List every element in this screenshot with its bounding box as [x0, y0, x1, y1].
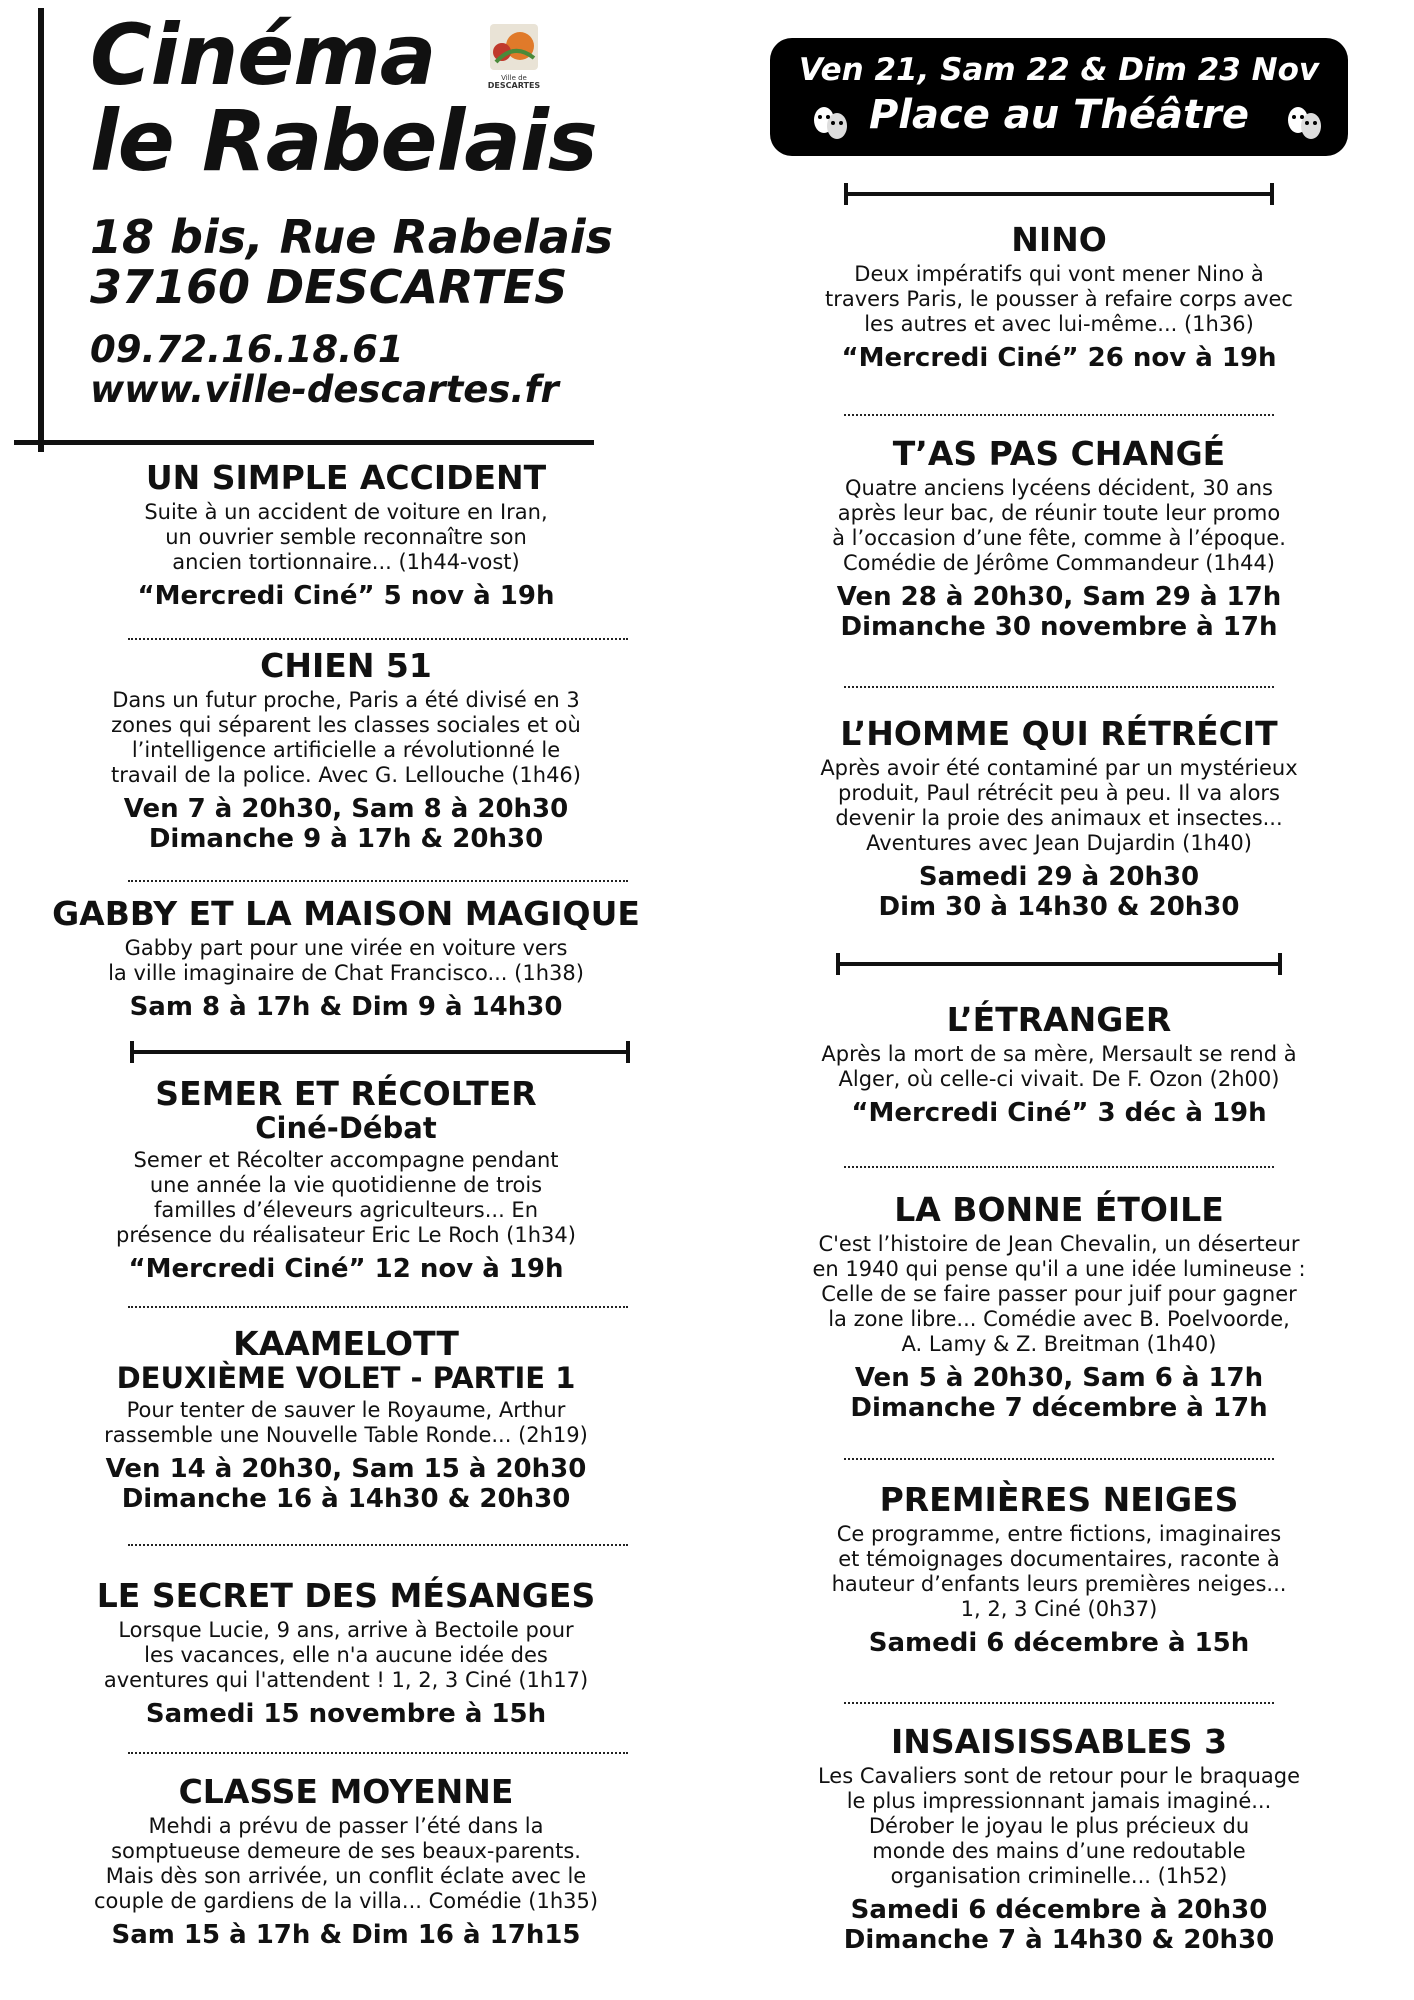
- cinema-title-line2: le Rabelais: [90, 92, 597, 190]
- dotted-separator: [128, 1306, 628, 1308]
- film-entry: [48, 460, 644, 611]
- film-subtitle: Ciné-Débat: [255, 1111, 437, 1145]
- film-entry: [48, 1578, 644, 1729]
- film-title: CHIEN 51: [260, 646, 432, 685]
- decorative-vertical-line: [38, 8, 44, 452]
- phone-number: 09.72.16.18.61: [90, 328, 404, 371]
- film-description: Les Cavaliers sont de retour pour le braquage le plus impressionnant jamais imaginé... Dérober le joyau le plus précieux du monde des mains d’une redoutable organisation criminelle... (1h52): [817, 1764, 1301, 1888]
- film-entry: [48, 896, 644, 1022]
- film-schedule: Ven 5 à 20h30, Sam 6 à 17h Dimanche 7 décembre à 17h: [850, 1363, 1268, 1423]
- film-description: Ce programme, entre fictions, imaginaires et témoignages documentaires, raconte à hauteur d’enfants leurs premières neiges... 1, 2, 3 Ciné (0h37): [831, 1522, 1287, 1621]
- film-description: Pour tenter de sauver le Royaume, Arthur rassemble une Nouvelle Table Ronde... (2h19): [104, 1398, 588, 1447]
- solid-separator: [844, 192, 1274, 196]
- film-title: LE SECRET DES MÉSANGES: [96, 1576, 596, 1615]
- svg-text:Ville de: Ville de: [501, 74, 527, 82]
- dotted-separator: [844, 686, 1274, 688]
- dotted-separator: [128, 1752, 628, 1754]
- dotted-separator: [128, 1544, 628, 1546]
- film-description: Après la mort de sa mère, Mersault se rend à Alger, où celle-ci vivait. De F. Ozon (2h00): [821, 1042, 1297, 1091]
- film-entry: [770, 1482, 1348, 1658]
- film-description: Dans un futur proche, Paris a été divisé en 3 zones qui séparent les classes sociales et où l’intelligence artificielle a révolutionné le travail de la police. Avec G. Lellouche (1h46): [111, 688, 581, 787]
- film-description: Suite à un accident de voiture en Iran, un ouvrier semble reconnaître son ancien tortionnaire... (1h44-vost): [144, 500, 548, 574]
- film-title: NINO: [1011, 220, 1107, 259]
- dotted-separator: [128, 880, 628, 882]
- film-schedule: Sam 8 à 17h & Dim 9 à 14h30: [129, 992, 563, 1022]
- film-entry: [770, 222, 1348, 373]
- film-entry: [770, 1192, 1348, 1423]
- film-title: SEMER ET RÉCOLTER: [155, 1074, 537, 1113]
- svg-text:DESCARTES: DESCARTES: [487, 81, 541, 90]
- solid-separator: [130, 1050, 630, 1054]
- film-title: L’HOMME QUI RÉTRÉCIT: [840, 714, 1278, 753]
- film-title: INSAISISSABLES 3: [890, 1722, 1228, 1761]
- film-description: Semer et Récolter accompagne pendant une année la vie quotidienne de trois familles d’éleveurs agriculteurs... En présence du réalisateur Eric Le Roch (1h34): [116, 1148, 576, 1247]
- film-title: KAAMELOTT: [233, 1324, 459, 1363]
- website-link[interactable]: www.ville-descartes.fr: [90, 368, 559, 411]
- film-title: UN SIMPLE ACCIDENT: [145, 458, 547, 497]
- film-schedule: Sam 15 à 17h & Dim 16 à 17h15: [111, 1920, 581, 1950]
- film-schedule: “Mercredi Ciné” 5 nov à 19h: [137, 581, 555, 611]
- dotted-separator: [128, 638, 628, 640]
- film-schedule: Ven 28 à 20h30, Sam 29 à 17h Dimanche 30 novembre à 17h: [836, 582, 1282, 642]
- film-entry: [48, 1774, 644, 1950]
- film-entry: [770, 716, 1348, 922]
- film-title: PREMIÈRES NEIGES: [879, 1480, 1239, 1519]
- film-subtitle: DEUXIÈME VOLET - PARTIE 1: [116, 1361, 576, 1395]
- left-column: [48, 0, 644, 2000]
- dotted-separator: [844, 1702, 1274, 1704]
- film-description: Après avoir été contaminé par un mystérieux produit, Paul rétrécit peu à peu. Il va alors devenir la proie des animaux et insectes... Aventures avec Jean Dujardin (1h40): [820, 756, 1298, 855]
- film-schedule: Ven 7 à 20h30, Sam 8 à 20h30 Dimanche 9 à 17h & 20h30: [123, 794, 569, 854]
- banner-dates: Ven 21, Sam 22 & Dim 23 Nov: [798, 52, 1320, 88]
- film-schedule: “Mercredi Ciné” 26 nov à 19h: [841, 343, 1277, 373]
- film-schedule: “Mercredi Ciné” 12 nov à 19h: [128, 1254, 564, 1284]
- cinema-title-line1: Cinéma: [90, 6, 436, 104]
- solid-separator: [836, 962, 1282, 966]
- film-description: C'est l’histoire de Jean Chevalin, un déserteur en 1940 qui pense qu'il a une idée lumineuse : Celle de se faire passer pour juif pour gagner la zone libre... Comédie avec B. Poelvoorde, A. Lamy & Z. Breitman (1h40): [812, 1232, 1306, 1356]
- film-schedule: Samedi 6 décembre à 20h30 Dimanche 7 à 14h30 & 20h30: [843, 1895, 1275, 1955]
- film-entry: [48, 1326, 644, 1514]
- film-title: L’ÉTRANGER: [946, 1000, 1172, 1039]
- dotted-separator: [844, 1166, 1274, 1168]
- film-entry: [770, 436, 1348, 642]
- film-title: CLASSE MOYENNE: [178, 1772, 514, 1811]
- film-schedule: Samedi 29 à 20h30 Dim 30 à 14h30 & 20h30: [878, 862, 1240, 922]
- film-entry: [770, 1002, 1348, 1128]
- film-entry: [48, 1076, 644, 1284]
- film-schedule: Samedi 15 novembre à 15h: [145, 1699, 547, 1729]
- film-description: Quatre anciens lycéens décident, 30 ans après leur bac, de réunir toute leur promo à l’occasion d’une fête, comme à l’époque. Comédie de Jérôme Commandeur (1h44): [832, 476, 1286, 575]
- film-title: LA BONNE ÉTOILE: [894, 1190, 1224, 1229]
- right-column: [770, 0, 1348, 2000]
- address-city: 37160 DESCARTES: [90, 260, 568, 314]
- film-description: Mehdi a prévu de passer l’été dans la somptueuse demeure de ses beaux-parents. Mais dès son arrivée, un conflit éclate avec le couple de gardiens de la villa... Comédie (1h35): [93, 1814, 599, 1913]
- film-title: T’AS PAS CHANGÉ: [892, 434, 1226, 473]
- address-street: 18 bis, Rue Rabelais: [90, 210, 614, 264]
- film-description: Lorsque Lucie, 9 ans, arrive à Bectoile pour les vacances, elle n'a aucune idée des aventures qui l'attendent ! 1, 2, 3 Ciné (1h17): [103, 1618, 589, 1692]
- banner-title: Place au Théâtre: [868, 92, 1250, 138]
- film-entry: [770, 1724, 1348, 1955]
- film-description: Gabby part pour une virée en voiture vers la ville imaginaire de Chat Francisco... (1h38): [108, 936, 584, 985]
- film-schedule: Ven 14 à 20h30, Sam 15 à 20h30 Dimanche 16 à 14h30 & 20h30: [105, 1454, 587, 1514]
- film-description: Deux impératifs qui vont mener Nino à travers Paris, le pousser à refaire corps avec les autres et avec lui-même... (1h36): [825, 262, 1293, 336]
- film-title: GABBY ET LA MAISON MAGIQUE: [52, 894, 640, 933]
- film-entry: [48, 648, 644, 854]
- film-schedule: “Mercredi Ciné” 3 déc à 19h: [851, 1098, 1267, 1128]
- film-schedule: Samedi 6 décembre à 15h: [868, 1628, 1250, 1658]
- dotted-separator: [844, 1458, 1274, 1460]
- dotted-separator: [844, 414, 1274, 416]
